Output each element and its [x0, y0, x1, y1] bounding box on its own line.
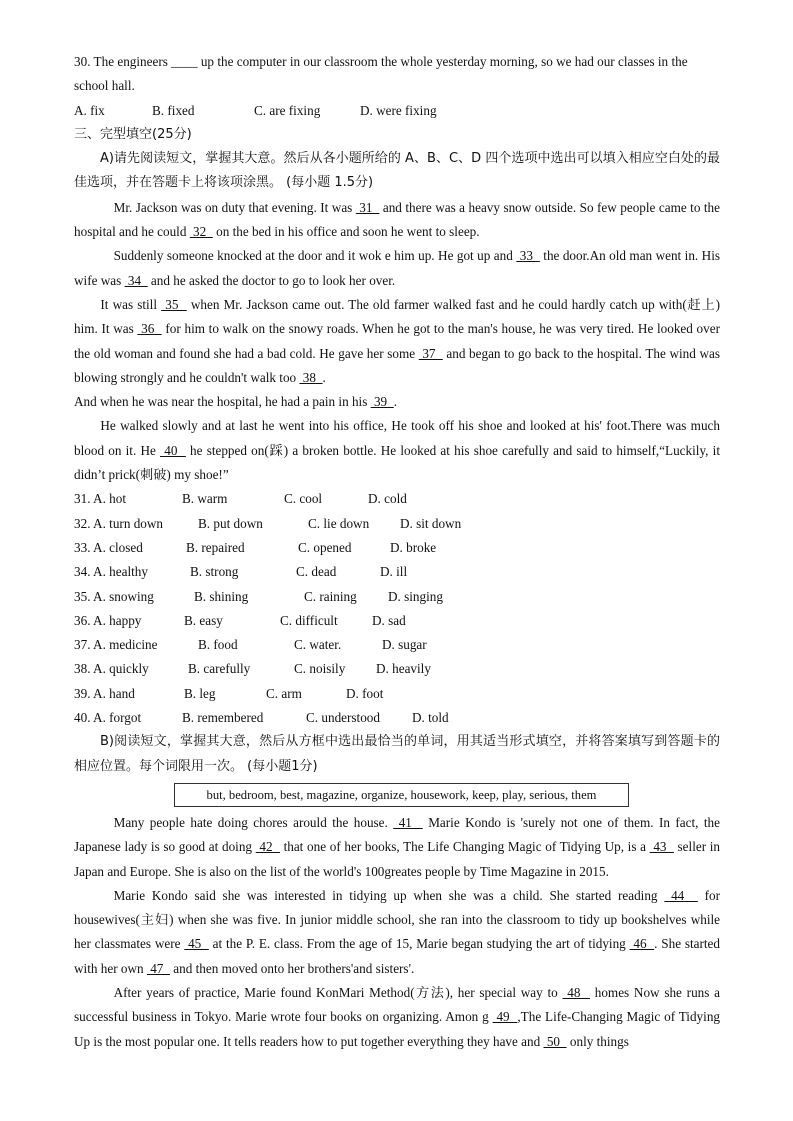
option-c: C. opened	[298, 539, 352, 555]
answer-blank: 41	[393, 814, 423, 830]
option-b: B. remembered	[182, 710, 264, 726]
answer-blank: 47	[146, 960, 170, 976]
option-a: 36. A. happy	[74, 612, 142, 628]
answer-blank: 44	[664, 887, 698, 903]
option-a: 31. A. hot	[74, 491, 127, 507]
passage-b-paragraph: After years of practice, Marie found KonMari Method(方法), her special way to 48 homes Now she runs a successful business in Tokyo. Marie wrote four books on organizing. Amon g 49 ,The Life-Changing Magic of Tidying Up is the most popular one. It tells readers how to put together everything they have and 50 only things	[74, 984, 721, 1049]
q30-options	[74, 99, 720, 123]
answer-blank: 40	[160, 442, 186, 458]
answer-blank: 38	[299, 369, 323, 385]
option-a: 38. A. quickly	[74, 661, 149, 677]
option-d: D. ill	[380, 564, 408, 580]
option-a: 33. A. closed	[74, 539, 143, 555]
option-row-34	[74, 560, 720, 584]
option-c: C. water.	[294, 637, 342, 653]
part-b-instructions: B)阅读短文，掌握其大意，然后从方框中选出最恰当的单词，用其适当形式填空，并将答案填写到答题卡的相应位置。每个词限用一次。 (每小题1分)	[74, 734, 720, 774]
q30-option-d: D. were fixing	[360, 102, 437, 118]
option-d: D. sad	[372, 612, 406, 628]
option-d: D. sugar	[382, 637, 427, 653]
answer-blank: 42	[255, 839, 280, 855]
option-c: C. cool	[284, 491, 323, 507]
option-b: B. shining	[194, 588, 249, 604]
option-a: 37. A. medicine	[74, 637, 158, 653]
option-a: 32. A. turn down	[74, 515, 164, 531]
word-box: but, bedroom, best, magazine, organize, housework, keep, play, serious, them	[174, 783, 629, 807]
answer-blank: 36	[137, 321, 162, 337]
option-d: D. sit down	[400, 515, 462, 531]
answer-blank: 32	[189, 224, 213, 240]
passage-b-paragraph: Many people hate doing chores arould the house. 41 Marie Kondo is 'surely not one of them. In fact, the Japanese lady is so good at doing 42 that one of her books, The Life Changing Magic of Tidying Up, is a 43 seller in Japan and Europe. She is also on the list of the world's 100greates people by Time Magazine in 2015.	[74, 814, 721, 879]
option-row-36	[74, 609, 720, 633]
option-b: B. put down	[198, 515, 263, 531]
section-title: 三、完型填空(25分)	[74, 126, 192, 142]
passage-a-paragraph: It was still 35 when Mr. Jackson came out. The old farmer walked fast and he could hardly catch up with(赶上) him. It was 36 for him to walk on the snowy roads. When he got to the man's house, he was very tired. He looked over the old woman and found she had a bad cold. He gave her some 37 and began to go back to the hospital. The wind was blowing strongly and he couldn't walk too 38 .	[74, 296, 720, 385]
option-c: C. dead	[296, 564, 337, 580]
option-d: D. broke	[390, 539, 437, 555]
option-c: C. arm	[266, 685, 302, 701]
option-b: B. strong	[190, 564, 239, 580]
option-row-40	[74, 706, 720, 730]
option-b: B. food	[198, 637, 238, 653]
answer-blank: 43	[649, 839, 674, 855]
answer-blank: 37	[418, 345, 443, 361]
option-b: B. warm	[182, 491, 228, 507]
exam-page	[74, 50, 720, 1054]
passage-a-paragraph: Suddenly someone knocked at the door and it wok e him up. He got up and 33 the door.An old man went in. His wife was 34 and he asked the doctor to go to look her over.	[74, 248, 720, 288]
option-c: C. raining	[304, 588, 357, 604]
option-d: D. cold	[368, 491, 407, 507]
answer-blank: 45	[184, 936, 209, 952]
q30-option-a: A. fix	[74, 102, 105, 118]
option-b: B. easy	[184, 612, 223, 628]
option-row-35	[74, 585, 720, 609]
option-row-33	[74, 536, 720, 560]
option-d: D. heavily	[376, 661, 431, 677]
answer-blank: 48	[562, 984, 590, 1000]
part-a-instructions: A)请先阅读短文，掌握其大意。然后从各小题所给的 A、B、C、D 四个选项中选出可以填入相应空白处的最佳选项，并在答题卡上将该项涂黑。 (每小题 1.5分)	[74, 151, 720, 191]
option-row-38	[74, 657, 720, 681]
option-row-37	[74, 633, 720, 657]
option-c: C. difficult	[280, 612, 338, 628]
q30-option-c: C. are fixing	[254, 102, 321, 118]
answer-blank: 39	[370, 394, 394, 410]
passage-a-paragraph: And when he was near the hospital, he had a pain in his 39 .	[74, 394, 398, 410]
answer-blank: 31	[355, 199, 380, 215]
answer-blank: 34	[124, 272, 148, 288]
option-c: C. understood	[306, 710, 380, 726]
answer-blank: 49	[492, 1009, 518, 1025]
q30-stem-line2: school hall.	[74, 78, 135, 94]
option-d: D. foot	[346, 685, 384, 701]
answer-blank: 50	[543, 1033, 567, 1049]
option-c: C. lie down	[308, 515, 370, 531]
option-d: D. singing	[388, 588, 443, 604]
option-b: B. repaired	[186, 539, 245, 555]
option-row-31	[74, 487, 720, 511]
option-c: C. noisily	[294, 661, 346, 677]
passage-a-paragraph: He walked slowly and at last he went into his office, He took off his shoe and looked at his' foot.There was much blood on it. He 40 he stepped on(踩) a broken bottle. He looked at his shoe carefully and said to himself,“Luckily, it didn’t prick(刺破) my shoe!”	[74, 418, 721, 483]
option-b: B. leg	[184, 685, 216, 701]
q30-stem-line1: 30. The engineers ____ up the computer in our classroom the whole yesterday morning, so we had our classes in the	[74, 54, 688, 69]
passage-a-paragraph: Mr. Jackson was on duty that evening. It was 31 and there was a heavy snow outside. So few people came to the hospital and he could 32 on the bed in his office and soon he went to sleep.	[74, 199, 721, 240]
answer-blank: 46	[629, 936, 655, 952]
option-row-39	[74, 682, 720, 706]
option-a: 39. A. hand	[74, 685, 135, 701]
option-a: 34. A. healthy	[74, 564, 148, 580]
passage-b-paragraph: Marie Kondo said she was interested in tidying up when she was a child. She started reading 44 for housewives(主妇) when she was five. In junior middle school, she ran into the classroom to tidy up bookshelves while her classmates were 45 at the P. E. class. From the age of 15, Marie began studying the art of tidying 46 . She started with her own 47 and then moved onto her brothers'and sisters'.	[74, 887, 721, 976]
option-d: D. told	[412, 710, 449, 726]
option-b: B. carefully	[188, 661, 251, 677]
q30-option-b: B. fixed	[152, 102, 195, 118]
option-a: 40. A. forgot	[74, 710, 142, 726]
option-a: 35. A. snowing	[74, 588, 154, 604]
option-row-32	[74, 512, 720, 536]
part-a-options	[74, 487, 720, 730]
answer-blank: 33	[516, 248, 540, 264]
answer-blank: 35	[161, 296, 187, 312]
